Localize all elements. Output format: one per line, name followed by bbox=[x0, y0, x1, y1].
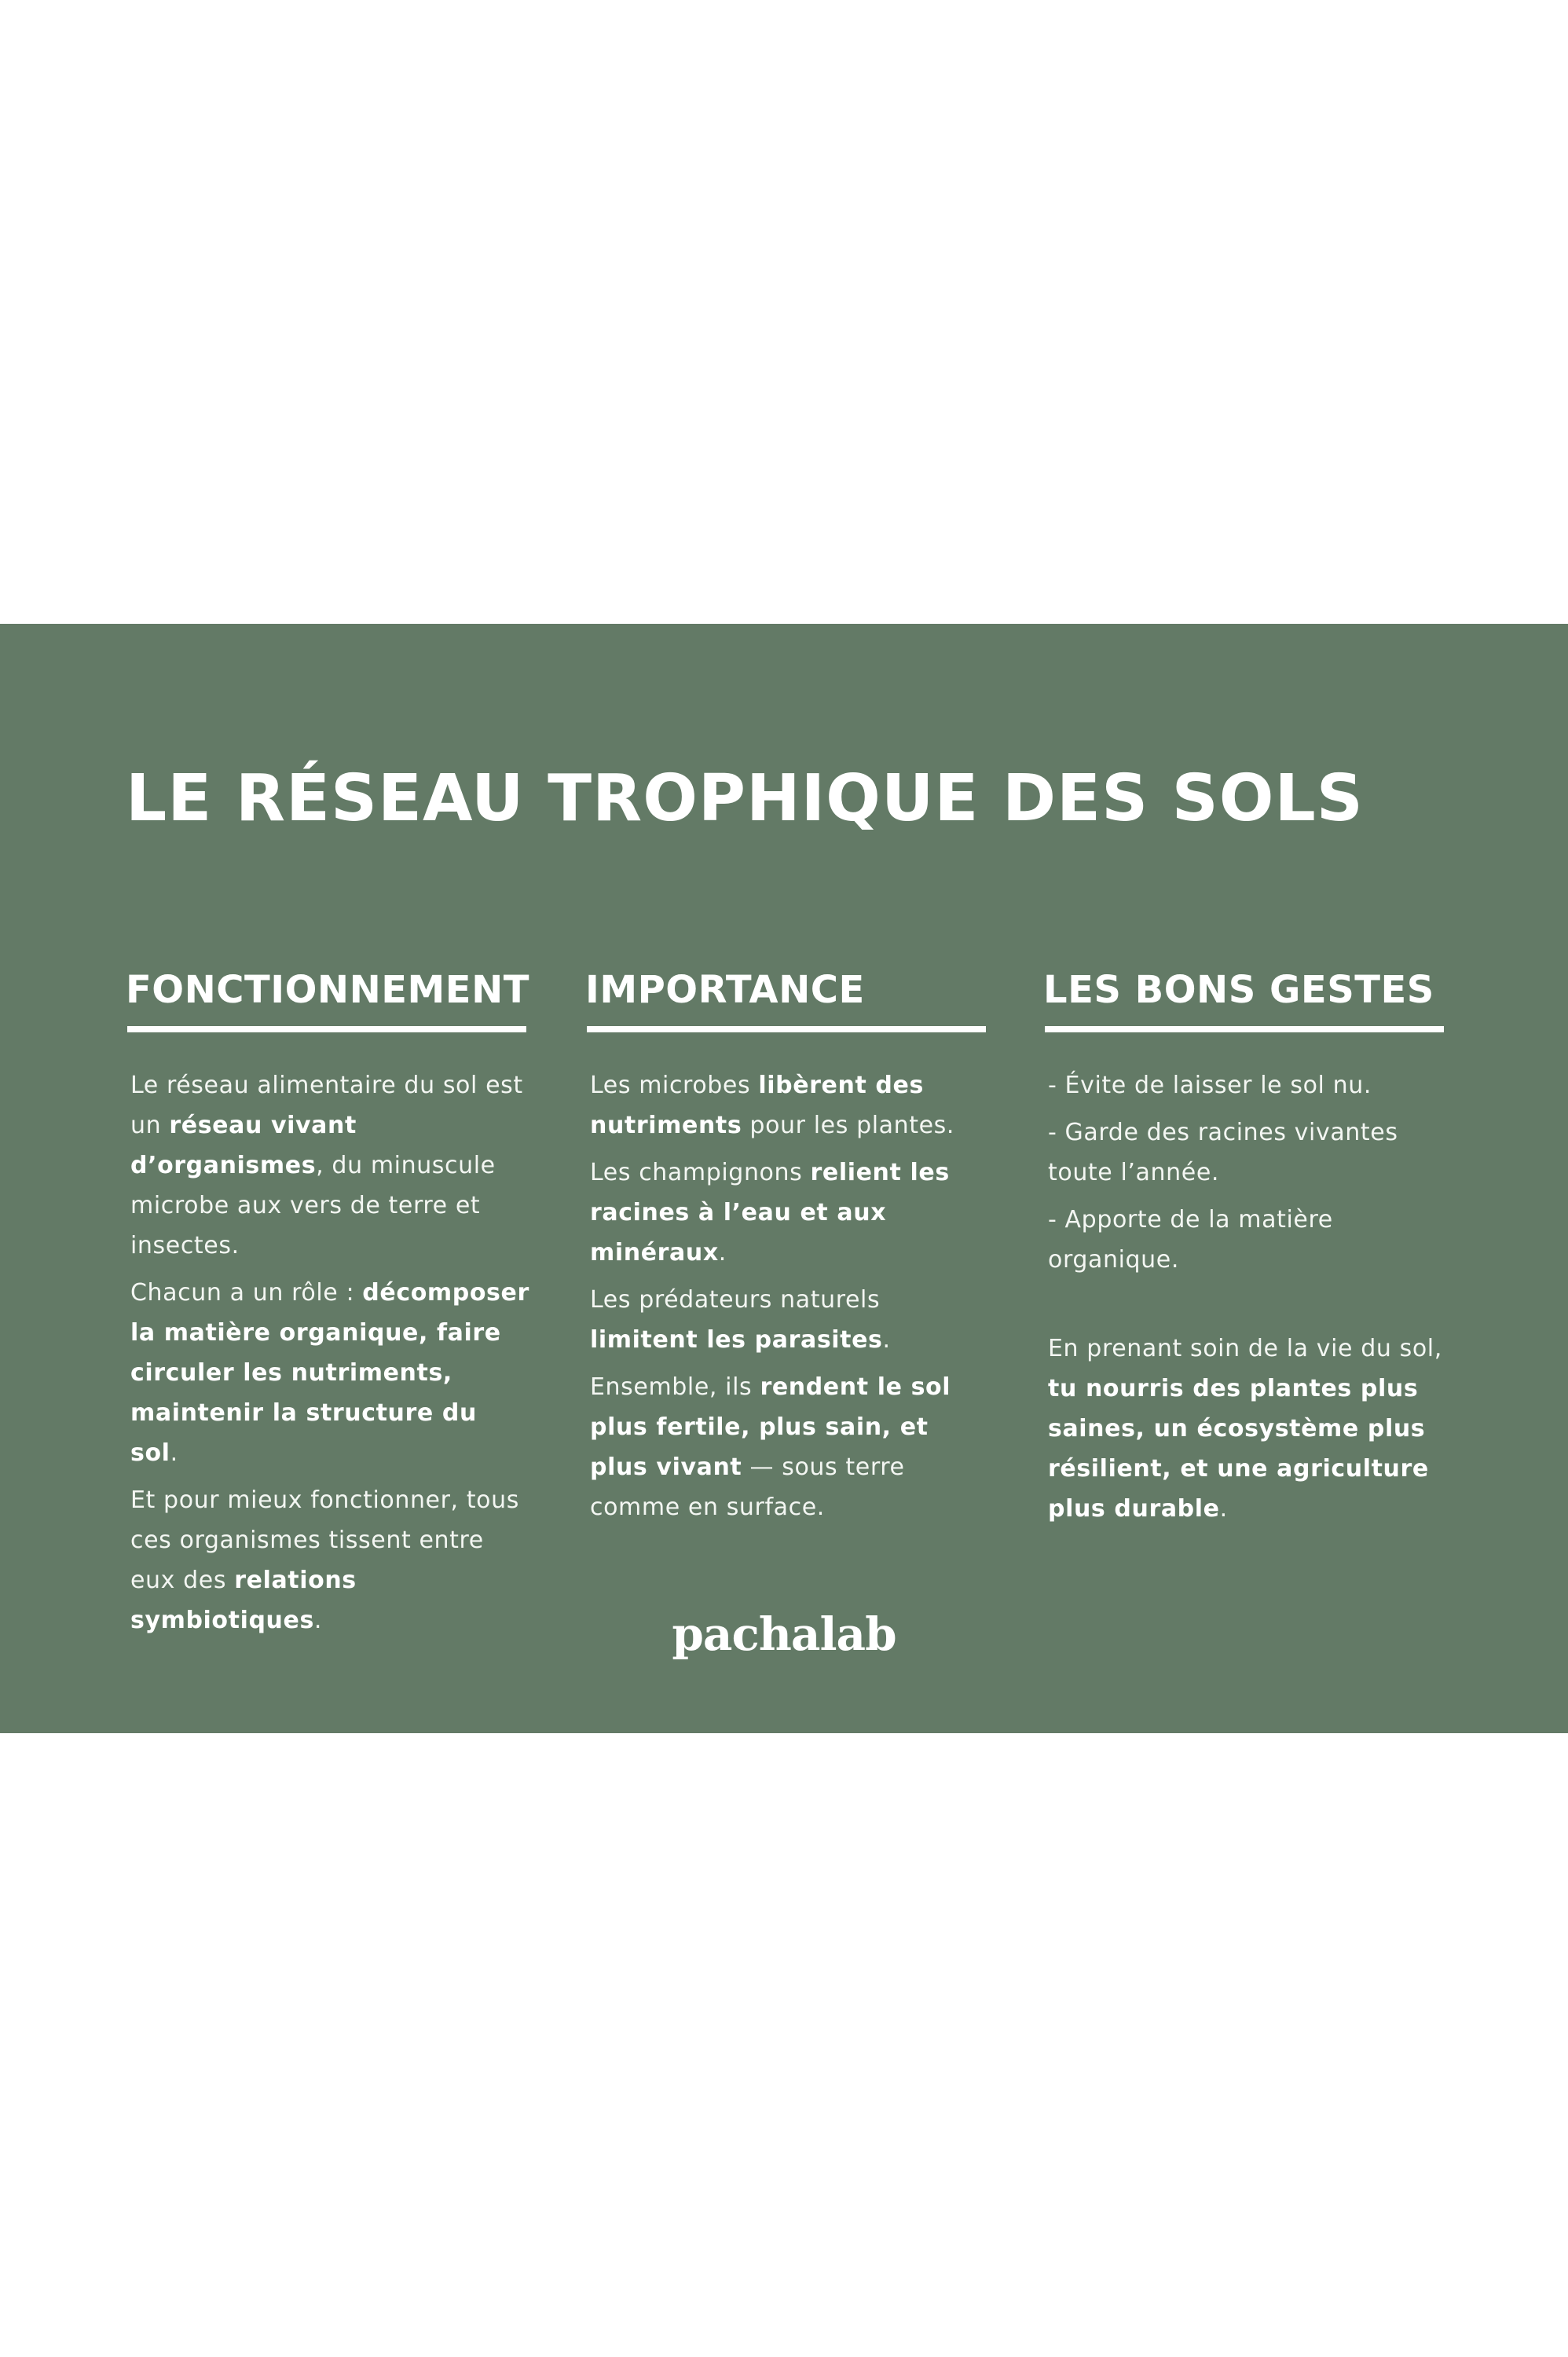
text: - Garde des racines vivantes toute l’année. bbox=[1048, 1119, 1398, 1186]
bold-text: relations symbiotiques bbox=[130, 1567, 357, 1634]
text: En prenant soin de la vie du sol, bbox=[1048, 1335, 1442, 1362]
column-heading: FONCTIONNEMENT bbox=[126, 968, 529, 1012]
column-heading: IMPORTANCE bbox=[585, 968, 865, 1012]
bold-text: limitent les parasites bbox=[590, 1326, 883, 1354]
text: . bbox=[1219, 1495, 1228, 1523]
pachalab-logo: pachalab bbox=[672, 1607, 896, 1661]
text: pour les plantes. bbox=[742, 1112, 955, 1139]
column-body bbox=[590, 1065, 991, 1527]
bold-text: libèrent des nutriments bbox=[590, 1072, 924, 1139]
paragraph bbox=[590, 1153, 991, 1273]
paragraph bbox=[130, 1065, 531, 1266]
text: . bbox=[882, 1326, 891, 1354]
text: Ensemble, ils bbox=[590, 1373, 760, 1401]
text: Chacun a un rôle : bbox=[130, 1279, 363, 1307]
text: Les microbes bbox=[590, 1072, 759, 1099]
bold-text: rendent le sol plus fertile, plus sain, et plus vivant bbox=[590, 1373, 951, 1481]
column-importance bbox=[585, 962, 994, 1534]
paragraph bbox=[130, 1273, 531, 1473]
text: Les champignons bbox=[590, 1159, 811, 1186]
page-title: LE RÉSEAU TROPHIQUE DES SOLS bbox=[126, 761, 1364, 836]
heading-underline bbox=[127, 1026, 526, 1032]
text: — sous terre comme en surface. bbox=[590, 1453, 905, 1521]
paragraph bbox=[1048, 1065, 1449, 1105]
heading-underline bbox=[587, 1026, 986, 1032]
text: , du minuscule microbe aux vers de terre et insectes. bbox=[130, 1152, 496, 1259]
paragraph bbox=[590, 1280, 991, 1360]
text: Et pour mieux fonctionner, tous ces organismes tissent entre eux des bbox=[130, 1486, 519, 1594]
bold-text: relient les racines à l’eau et aux minéraux bbox=[590, 1159, 950, 1266]
text: Les prédateurs naturels bbox=[590, 1286, 881, 1314]
column-body bbox=[1048, 1065, 1449, 1529]
heading-underline bbox=[1045, 1026, 1444, 1032]
column-fonctionnement bbox=[126, 962, 534, 1648]
paragraph bbox=[1048, 1329, 1449, 1529]
text: . bbox=[718, 1239, 727, 1266]
text: - Évite de laisser le sol nu. bbox=[1048, 1072, 1372, 1099]
text: . bbox=[170, 1439, 178, 1467]
text: . bbox=[313, 1607, 323, 1634]
paragraph bbox=[590, 1065, 991, 1146]
paragraph bbox=[1048, 1113, 1449, 1193]
paragraph bbox=[1048, 1200, 1449, 1280]
column-bons-gestes bbox=[1043, 962, 1452, 1536]
bold-text: tu nourris des plantes plus saines, un écosystème plus résilient, et une agriculture plus durable bbox=[1048, 1375, 1429, 1523]
bold-text: décomposer la matière organique, faire circuler les nutriments, maintenir la structure du sol bbox=[130, 1279, 529, 1467]
column-heading: LES BONS GESTES bbox=[1043, 968, 1434, 1012]
text: Le réseau alimentaire du sol est un bbox=[130, 1072, 523, 1139]
column-body bbox=[130, 1065, 531, 1640]
paragraph bbox=[590, 1367, 991, 1527]
text: - Apporte de la matière organique. bbox=[1048, 1206, 1333, 1274]
bold-text: réseau vivant d’organismes bbox=[130, 1112, 357, 1179]
